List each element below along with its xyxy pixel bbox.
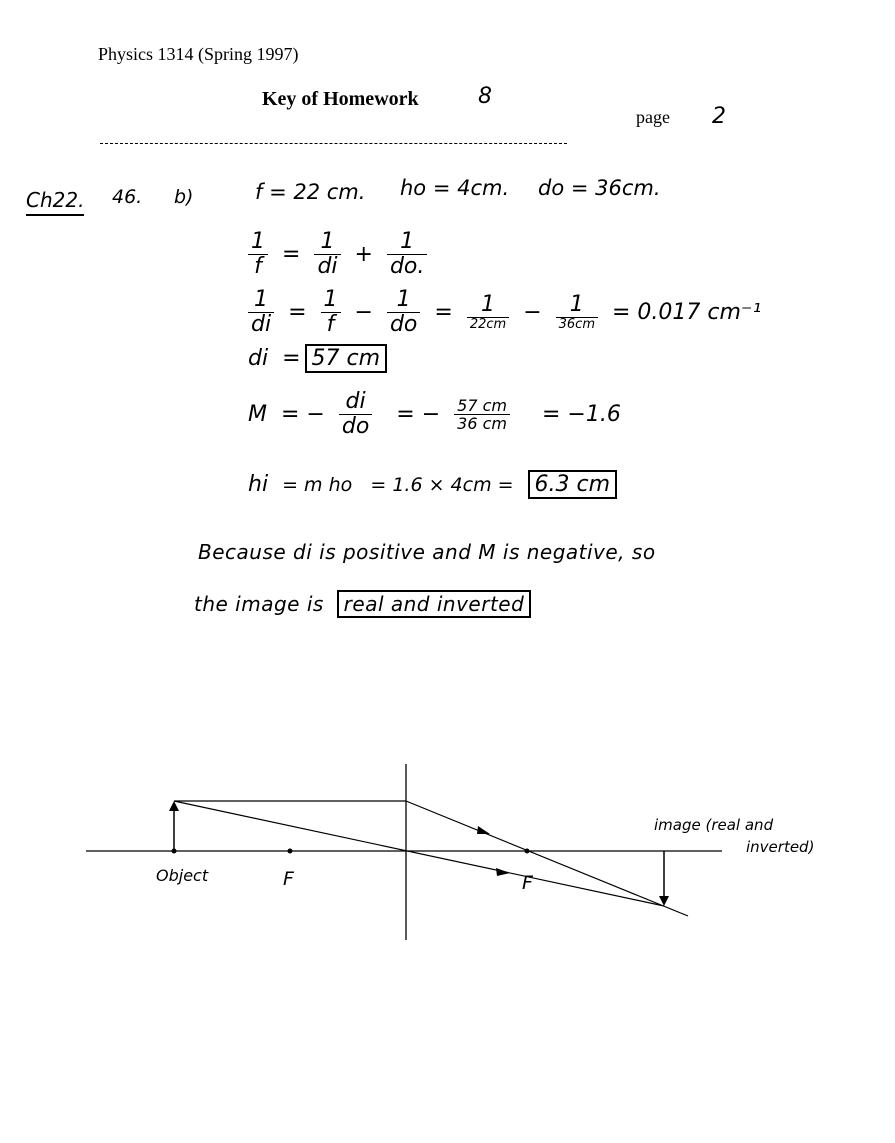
- equals-sign: =: [434, 300, 453, 326]
- given-object-height: ho = 4cm.: [400, 176, 510, 200]
- numerator: di: [339, 390, 372, 415]
- inverse-di-result: = 0.017 cm⁻¹: [611, 300, 762, 326]
- denominator: do: [341, 414, 370, 440]
- ray-through-center: [174, 801, 664, 906]
- denominator: 22cm: [469, 317, 507, 333]
- numerator: 1: [321, 288, 341, 313]
- conclusion-answer-box: real and inverted: [337, 590, 532, 618]
- equals-minus: = −: [280, 402, 325, 428]
- denominator: 36cm: [558, 317, 595, 333]
- image-label-line-1: image (real and: [654, 816, 774, 834]
- di-label: di: [248, 346, 269, 371]
- focal-point-left: [288, 849, 293, 854]
- object-label: Object: [156, 866, 209, 885]
- minus-sign: −: [523, 300, 542, 326]
- chapter-label: Ch22.: [26, 188, 84, 216]
- numerator: 57 cm: [454, 397, 510, 416]
- given-object-distance: do = 36cm.: [538, 176, 661, 200]
- denominator: f: [254, 254, 262, 280]
- ray-refracted-through-focus: [406, 801, 688, 916]
- numerator: 1: [556, 293, 598, 318]
- magnification-result: = −1.6: [542, 402, 621, 428]
- numerator: 1: [387, 288, 420, 313]
- denominator: f: [326, 312, 335, 338]
- object-base-dot: [172, 849, 177, 854]
- equals-sign: =: [282, 242, 301, 268]
- numerator: 1: [467, 293, 509, 318]
- document-title: Key of Homework: [262, 88, 419, 110]
- numerator: 1: [387, 230, 427, 255]
- course-header: Physics 1314 (Spring 1997): [98, 44, 299, 64]
- hi-value-box: 6.3 cm: [528, 470, 618, 499]
- di-value-box: 57 cm: [305, 344, 388, 373]
- equals-sign: =: [288, 300, 307, 326]
- denominator: do: [389, 312, 418, 338]
- equals-sign: =: [282, 346, 301, 371]
- denominator: do.: [389, 254, 425, 280]
- magnification-label: M: [248, 402, 267, 428]
- problem-part: b): [174, 186, 194, 208]
- denominator: 36 cm: [457, 414, 507, 434]
- denominator: di: [317, 254, 338, 280]
- minus-sign: −: [354, 300, 373, 326]
- numerator: 1: [314, 230, 340, 255]
- page-label: page: [636, 107, 670, 127]
- focal-label-right: F: [522, 872, 533, 894]
- hi-label: hi: [248, 472, 269, 497]
- denominator: di: [251, 312, 272, 338]
- focal-point-right: [525, 849, 530, 854]
- conclusion-line-1: Because di is positive and M is negative, so: [198, 540, 656, 564]
- homework-number: 8: [478, 84, 492, 109]
- problem-number: 46.: [112, 186, 143, 208]
- numerator: 1: [248, 230, 268, 255]
- given-focal-length: f = 22 cm.: [255, 180, 366, 204]
- conclusion-prefix: the image is: [194, 592, 324, 616]
- hi-expression: = m ho = 1.6 × 4cm =: [282, 473, 514, 496]
- plus-sign: +: [354, 242, 373, 268]
- ray-direction-arrow-1: [477, 826, 490, 834]
- page-number: 2: [712, 104, 726, 129]
- image-label-line-2: inverted): [746, 838, 815, 856]
- focal-label-left: F: [283, 868, 294, 890]
- numerator: 1: [248, 288, 274, 313]
- equals-minus: = −: [396, 402, 441, 428]
